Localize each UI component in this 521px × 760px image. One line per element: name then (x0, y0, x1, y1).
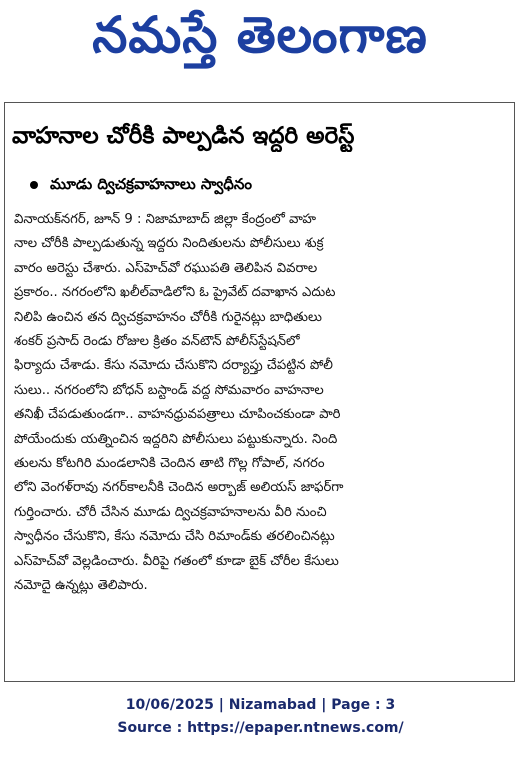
body-line: తనిఖీ చేపడుతుండగా.. వాహనధ్రువపత్రాలు చూపించకుండా పారి (14, 407, 341, 423)
body-line: ప్రకారం.. నగరంలోని ఖలీల్‌వాడిలోని ఓ ప్రైవేట్ దవాఖాన ఎదుట (14, 285, 336, 301)
body-line: గుర్తించారు. చోరీ చేసిన మూడు ద్విచక్రవాహనాలను వీరి నుంచి (14, 504, 327, 520)
body-line: తులను కోటగిరి మండలానికి చెందిన తాటి గొల్ల గోపాల్, నగరం (14, 456, 325, 472)
body-line: నమోదై ఉన్నట్లు తెలిపారు. (14, 578, 148, 594)
footer-meta: 10/06/2025 | Nizamabad | Page : 3 (125, 697, 396, 713)
bullet-icon (30, 181, 38, 189)
body-line: స్వాధీనం చేసుకొని, కేసు నమోదు చేసి రిమాండ్‌కు తరలించినట్లు (14, 529, 335, 545)
article-subhead (30, 173, 500, 195)
body-line: లోని వెంగళ్‌రావు నగర్‌కాలనీకి చెందిన అర్బాజ్ అలియస్ జాఫర్‌గా (14, 480, 344, 496)
body-line: శంకర్ ప్రసాద్ రెండు రోజుల క్రితం వన్‌టౌన్ పోలీస్‌స్టేషన్‌లో (14, 334, 300, 350)
article-subhead-text: మూడు ద్విచక్రవాహనాలు స్వాధీనం (50, 175, 252, 193)
masthead-title: నమస్తే తెలంగాణ (92, 6, 428, 64)
article-headline: వాహనాల చోరీకి పాల్పడిన ఇద్దరి అరెస్ట్ (12, 123, 355, 149)
footer-source: Source : https://epaper.ntnews.com/ (117, 720, 404, 736)
article-body (14, 208, 508, 599)
body-line: ఫిర్యాదు చేశాడు. కేసు నమోదు చేసుకొని దర్యాప్తు చేపట్టిన పోలీ (14, 358, 333, 374)
masthead-logo (60, 0, 460, 70)
body-line: నిలిపి ఉంచిన తన ద్విచక్రవాహనం చోరీకి గురైనట్లు బాధితులు (14, 309, 322, 325)
body-line: నాల చోరీకి పాల్పడుతున్న ఇద్దరు నిందితులను పోలీసులు శుక్ర (14, 236, 324, 252)
body-line: పోయేందుకు యత్నించిన ఇద్దరిని పోలీసులు పట్టుకున్నారు. నింది (14, 431, 338, 447)
body-line: సులు.. నగరంలోని బోధన్ బస్టాండ్ వద్ద సోమవారం వాహనాల (14, 382, 324, 398)
body-line: వారం అరెస్టు చేశారు. ఎస్‌హెచ్‌వో రఘుపతి తెలిపిన వివరాల (14, 260, 318, 276)
body-line: వినాయక్‌నగర్, జూన్ 9 : నిజామాబాద్ జిల్లా కేంద్రంలో వాహ (14, 212, 317, 227)
body-line: ఎస్‌హెచ్‌వో వెల్లడించారు. వీరిపై గతంలో కూడా బైక్ చోరీల కేసులు (14, 553, 339, 569)
